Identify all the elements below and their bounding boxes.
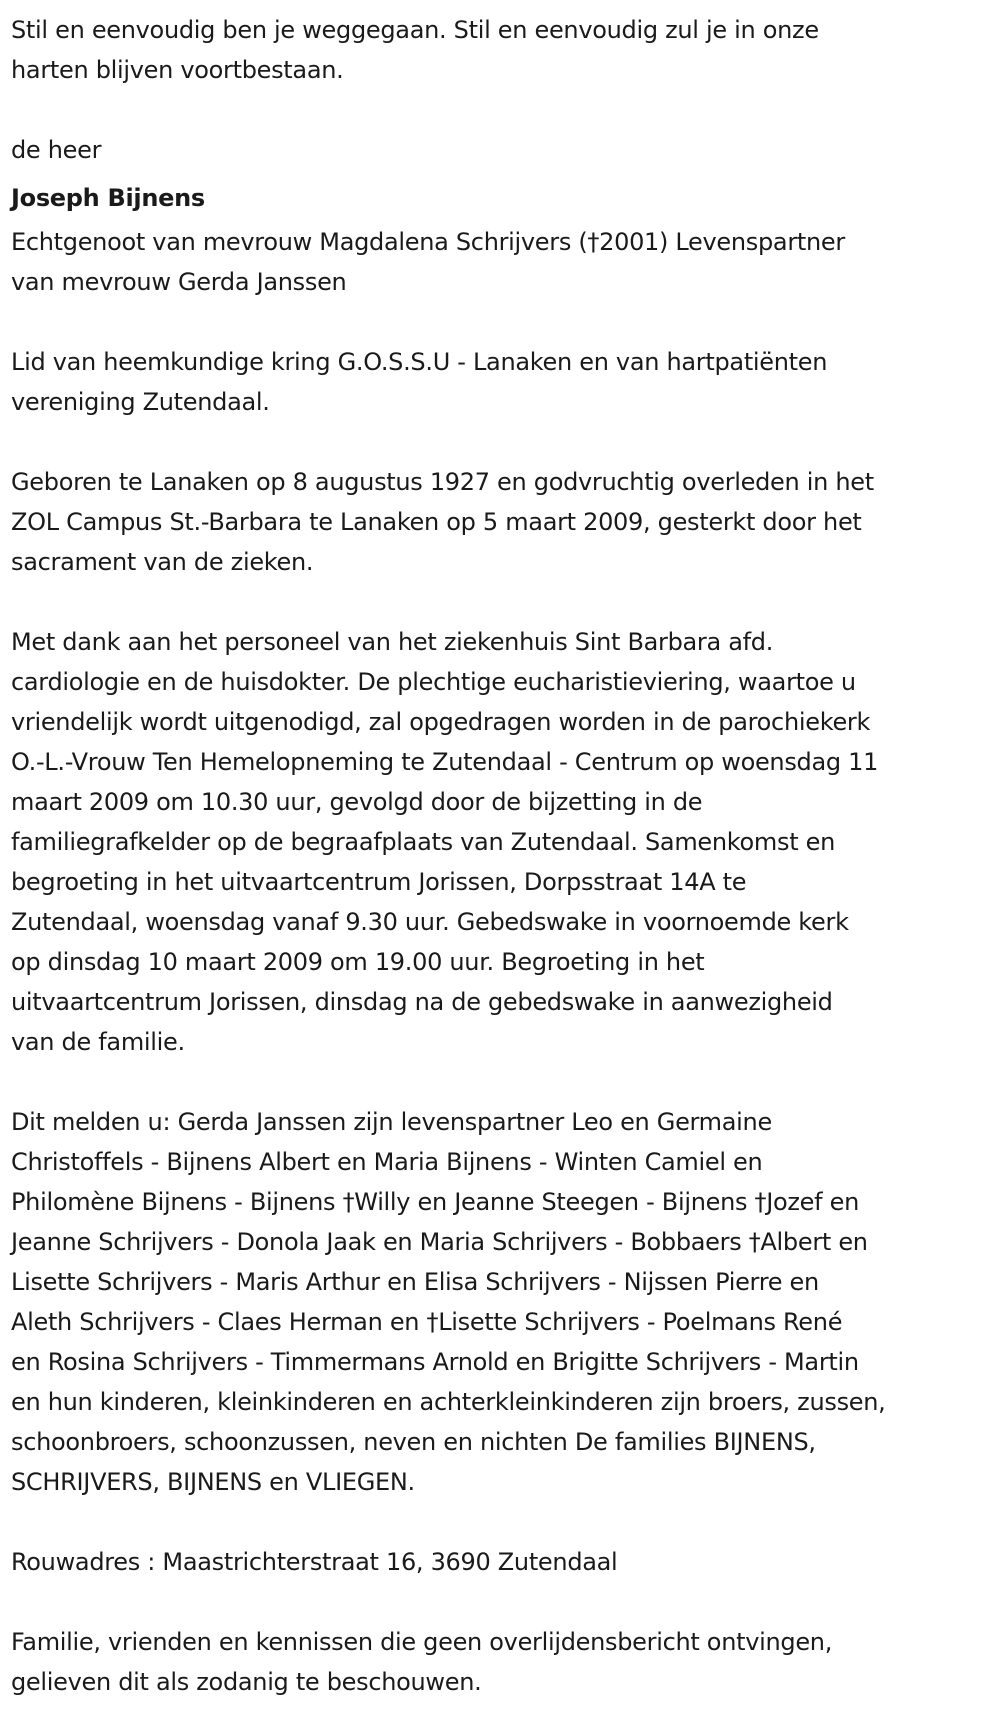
birth-death-info <box>11 462 1000 582</box>
text-line: op dinsdag 10 maart 2009 om 19.00 uur. Begroeting in het <box>11 948 705 976</box>
text-line: cardiologie en de huisdokter. De plechtige eucharistieviering, waartoe u <box>11 668 856 696</box>
text-line: Familie, vrienden en kennissen die geen overlijdensbericht ontvingen, <box>11 1628 833 1656</box>
text-line: en Rosina Schrijvers - Timmermans Arnold en Brigitte Schrijvers - Martin <box>11 1348 859 1376</box>
text-line: maart 2009 om 10.30 uur, gevolgd door de bijzetting in de <box>11 788 703 816</box>
mourning-address <box>11 1542 1000 1582</box>
text-line: en hun kinderen, kleinkinderen en achterkleinkinderen zijn broers, zussen, <box>11 1388 886 1416</box>
text-line: Echtgenoot van mevrouw Magdalena Schrijvers (†2001) Levenspartner <box>11 228 845 256</box>
text-line: vereniging Zutendaal. <box>11 388 270 416</box>
text-line: ZOL Campus St.-Barbara te Lanaken op 5 maart 2009, gesterkt door het <box>11 508 862 536</box>
text-line: van de familie. <box>11 1028 185 1056</box>
text-line: Lid van heemkundige kring G.O.S.S.U - Lanaken en van hartpatiënten <box>11 348 828 376</box>
text-line: vriendelijk wordt uitgenodigd, zal opgedragen worden in de parochiekerk <box>11 708 871 736</box>
text-line: Met dank aan het personeel van het ziekenhuis Sint Barbara afd. <box>11 628 774 656</box>
spouse-info <box>11 222 1000 302</box>
title <box>11 130 1000 170</box>
text-line: O.-L.-Vrouw Ten Hemelopneming te Zutendaal - Centrum op woensdag 11 <box>11 748 879 776</box>
name-text: Joseph Bijnens <box>11 184 205 212</box>
membership-info <box>11 342 1000 422</box>
text-line: familiegrafkelder op de begraafplaats van Zutendaal. Samenkomst en <box>11 828 836 856</box>
text-line: Christoffels - Bijnens Albert en Maria Bijnens - Winten Camiel en <box>11 1148 763 1176</box>
motto <box>11 10 1000 90</box>
ceremony-info <box>11 622 1000 1062</box>
text-line: Stil en eenvoudig ben je weggegaan. Stil en eenvoudig zul je in onze <box>11 16 819 44</box>
text-line: Aleth Schrijvers - Claes Herman en †Lisette Schrijvers - Poelmans René <box>11 1308 843 1336</box>
text-line: begroeting in het uitvaartcentrum Jorissen, Dorpsstraat 14A te <box>11 868 747 896</box>
text-line: schoonbroers, schoonzussen, neven en nichten De families BIJNENS, <box>11 1428 816 1456</box>
text-line: Philomène Bijnens - Bijnens †Willy en Jeanne Steegen - Bijnens †Jozef en <box>11 1188 860 1216</box>
text-line: Geboren te Lanaken op 8 augustus 1927 en godvruchtig overleden in het <box>11 468 874 496</box>
text-line: sacrament van de zieken. <box>11 548 314 576</box>
family-announcement <box>11 1102 1000 1502</box>
text-line: Rouwadres : Maastrichterstraat 16, 3690 Zutendaal <box>11 1548 618 1576</box>
text-line: Jeanne Schrijvers - Donola Jaak en Maria Schrijvers - Bobbaers †Albert en <box>11 1228 868 1256</box>
text-line: van mevrouw Gerda Janssen <box>11 268 347 296</box>
deceased-name <box>11 178 1000 218</box>
text-line: SCHRIJVERS, BIJNENS en VLIEGEN. <box>11 1468 415 1496</box>
closing-note <box>11 1622 1000 1702</box>
text-line: Dit melden u: Gerda Janssen zijn levenspartner Leo en Germaine <box>11 1108 772 1136</box>
text-line: gelieven dit als zodanig te beschouwen. <box>11 1668 482 1696</box>
title-text: de heer <box>11 136 102 164</box>
text-line: Zutendaal, woensdag vanaf 9.30 uur. Gebedswake in voornoemde kerk <box>11 908 849 936</box>
text-line: harten blijven voortbestaan. <box>11 56 344 84</box>
text-line: uitvaartcentrum Jorissen, dinsdag na de gebedswake in aanwezigheid <box>11 988 833 1016</box>
text-line: Lisette Schrijvers - Maris Arthur en Elisa Schrijvers - Nijssen Pierre en <box>11 1268 819 1296</box>
